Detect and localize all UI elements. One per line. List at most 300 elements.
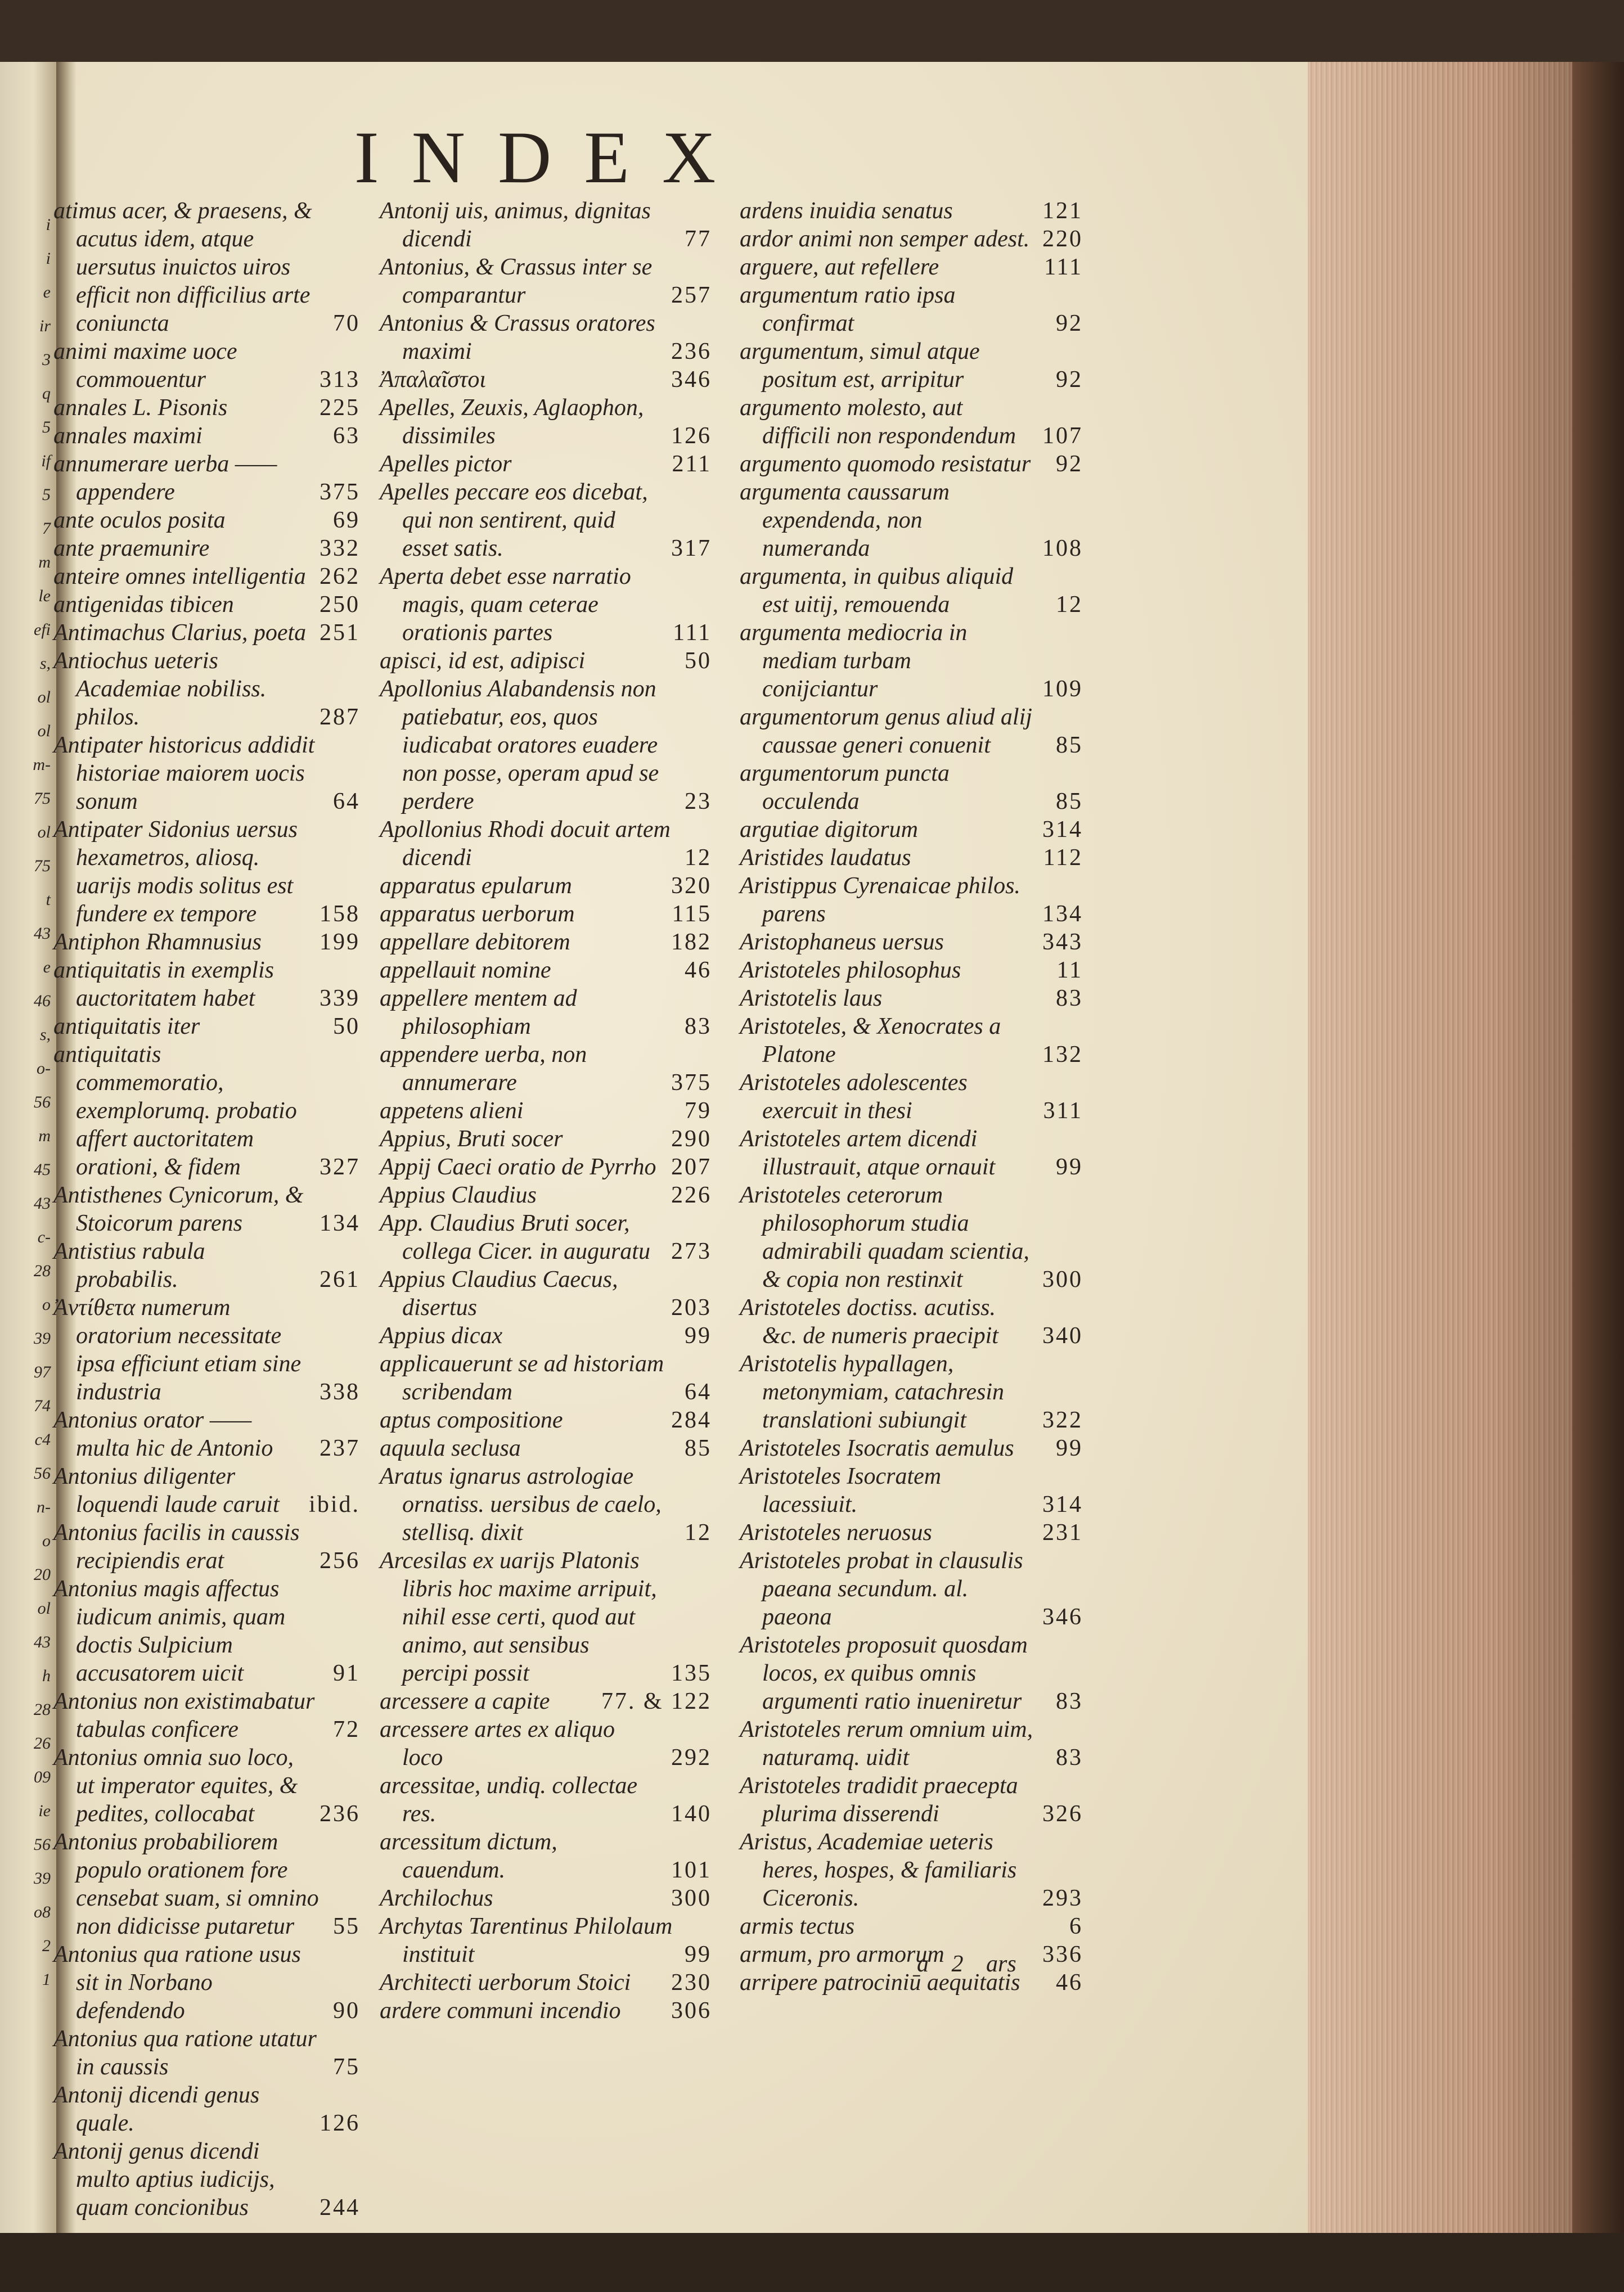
left-page-fragment: 56 <box>34 1464 51 1483</box>
index-entry-term: Antonius probabiliorem populo orationem fore censebat suam, si omnino non didicisse putaretur <box>53 1829 319 1939</box>
index-entry-term: Aristoteles probat in clausulis paeana secundum. al. paeona <box>740 1548 1023 1630</box>
left-page-fragment: ir <box>39 317 51 335</box>
index-entry-page: 300 <box>671 1885 712 1911</box>
index-entry-page: 140 <box>671 1801 712 1827</box>
index-entry-term: Antonij genus dicendi multo aptius iudicijs, quam concionibus <box>53 2138 275 2221</box>
index-entry-term: Antonius non existimabatur tabulas conficere <box>53 1688 315 1742</box>
index-entry-page: 339 <box>320 985 360 1011</box>
index-entry-term: Aratus ignarus astrologiae ornatiss. uersibus de caelo, stellisq. dixit <box>380 1464 662 1546</box>
index-entry <box>380 1209 712 1266</box>
index-entry-term: Antonij dicendi genus quale. <box>53 2082 260 2136</box>
index-entry <box>740 225 1083 253</box>
index-entry-term: apparatus uerborum <box>380 901 575 927</box>
index-entry <box>740 394 1083 450</box>
index-entry-page: 121 <box>1042 198 1083 224</box>
index-entry <box>53 562 360 591</box>
index-entry-page: ibid. <box>309 1492 360 1518</box>
index-entry-term: apparatus epularum <box>380 873 572 899</box>
left-page-fragment: 43 <box>34 924 51 943</box>
index-entry-page: 135 <box>671 1660 712 1686</box>
index-entry-page: 327 <box>320 1154 360 1180</box>
index-entry-term: Antonius diligenter loquendi laude caruit <box>53 1464 280 1518</box>
index-entry-term: Aristoteles artem dicendi illustrauit, atque ornauit <box>740 1126 996 1180</box>
index-entry <box>740 562 1083 619</box>
index-entry-page: 50 <box>685 648 712 674</box>
index-entry <box>380 394 712 450</box>
index-entry-term: atimus acer, & praesens, & acutus idem, atque uersutus inuictos uiros efficit non difficilius arte coniuncta <box>53 198 312 336</box>
index-entry-term: aquula seclusa <box>380 1435 521 1461</box>
index-entry-page: 313 <box>320 367 360 393</box>
index-entry-term: Aristoteles proposuit quosdam locos, ex quibus omnis argumenti ratio inueniretur <box>740 1632 1028 1714</box>
index-entry-page: 83 <box>1056 1688 1083 1714</box>
index-entry-page: 79 <box>685 1098 712 1124</box>
index-entry <box>740 872 1083 928</box>
left-page-fragment: q <box>42 384 51 403</box>
index-entry <box>380 1181 712 1209</box>
index-entry <box>740 703 1083 759</box>
index-entry <box>53 2025 360 2081</box>
index-entry <box>380 562 712 647</box>
index-entry-page: 108 <box>1042 535 1083 561</box>
index-entry <box>380 647 712 675</box>
left-page-fragment: 75 <box>34 857 51 875</box>
index-entry-term: appellauit nomine <box>380 957 551 983</box>
index-entry-page: 182 <box>671 929 712 955</box>
index-entry <box>53 422 360 450</box>
index-entry <box>53 647 360 731</box>
index-entry-term: Apollonius Alabandensis non patiebatur, eos, quos iudicabat oratores euadere non posse, operam apud se perdere <box>380 676 659 814</box>
index-entry-term: Antistius rabula probabilis. <box>53 1239 205 1293</box>
index-entry-page: 336 <box>1042 1942 1083 1967</box>
index-entry-term: Ἀντίθετα numerum oratorium necessitate ipsa efficiunt etiam sine industria <box>53 1295 302 1405</box>
index-entry-page: 220 <box>1042 226 1083 252</box>
index-entry-page: 346 <box>671 367 712 393</box>
left-page-fragment: m <box>38 1127 51 1145</box>
index-entry-term: appellare debitorem <box>380 929 570 955</box>
index-entry-page: 292 <box>671 1745 712 1771</box>
index-entry-term: Architecti uerborum Stoici <box>380 1970 631 1996</box>
index-entry-term: Aristoteles Isocratem lacessiuit. <box>740 1464 942 1518</box>
index-entry-page: 83 <box>1056 1745 1083 1771</box>
left-page-fragment: 43 <box>34 1194 51 1213</box>
left-page-fragment: 3 <box>42 350 51 369</box>
index-entry <box>740 1828 1083 1912</box>
index-entry <box>53 591 360 619</box>
index-entry-term: Antimachus Clarius, poeta <box>53 620 307 646</box>
index-entry-page: 256 <box>320 1548 360 1574</box>
index-entry-term: Aperta debet esse narratio magis, quam ceterae orationis partes <box>380 564 631 646</box>
index-entry-page: 99 <box>685 1942 712 1967</box>
index-entry-page: 69 <box>333 507 360 533</box>
index-entry <box>380 1462 712 1547</box>
left-page-fragment: e <box>43 283 51 301</box>
index-entry-term: antiquitatis commemoratio, exemplorumq. probatio affert auctoritatem orationi, & fidem <box>53 1042 297 1180</box>
index-entry <box>740 450 1083 478</box>
index-entry <box>53 1462 360 1519</box>
index-entry-term: Aristoteles adolescentes exercuit in thesi <box>740 1070 968 1124</box>
left-page-edge <box>0 62 56 2255</box>
index-entry-page: 12 <box>685 845 712 871</box>
index-entry-term: Arcesilas ex uarijs Platonis libris hoc maxime arripuit, nihil esse certi, quod aut animo, aut sensibus percipi possit <box>380 1548 657 1686</box>
index-entry-term: Aristoteles neruosus <box>740 1520 932 1546</box>
index-entry <box>53 1294 360 1406</box>
index-entry-page: 251 <box>320 620 360 646</box>
index-entry-term: Aristoteles tradidit praecepta plurima disserendi <box>740 1773 1018 1827</box>
index-entry-page: 230 <box>671 1970 712 1996</box>
left-page-fragment: c4 <box>34 1430 51 1449</box>
index-entry <box>740 844 1083 872</box>
index-entry <box>53 1181 360 1237</box>
index-entry-page: 126 <box>320 2110 360 2136</box>
left-page-fragment: e <box>43 958 51 976</box>
index-entry-page: 257 <box>671 282 712 308</box>
index-entry-page: 72 <box>333 1717 360 1742</box>
index-entry-term: argumentorum puncta occulenda <box>740 760 950 814</box>
index-entry-term: Aristippus Cyrenaicae philos. parens <box>740 873 1020 927</box>
index-entry-page: 300 <box>1042 1267 1083 1293</box>
index-entry-page: 273 <box>671 1239 712 1264</box>
index-entry-term: Antisthenes Cynicorum, & Stoicorum parens <box>53 1182 304 1236</box>
index-entry <box>53 2137 360 2222</box>
index-entry-term: argumentorum genus aliud alij caussae generi conuenit <box>740 704 1032 758</box>
index-entry <box>740 253 1083 281</box>
left-page-fragment: 26 <box>34 1734 51 1753</box>
index-entry-term: Antiphon Rhamnusius <box>53 929 262 955</box>
index-entry <box>53 1687 360 1744</box>
index-entry-page: 314 <box>1042 817 1083 843</box>
index-entry <box>740 984 1083 1012</box>
left-page-fragment: 45 <box>34 1160 51 1179</box>
index-entry-page: 322 <box>1042 1407 1083 1433</box>
index-entry <box>380 675 712 816</box>
index-entry <box>53 450 360 506</box>
index-entry-page: 109 <box>1042 676 1083 702</box>
index-entry-term: antiquitatis in exemplis auctoritatem habet <box>53 957 274 1011</box>
index-entry-page: 6 <box>1069 1913 1083 1939</box>
index-entry-page: 64 <box>685 1379 712 1405</box>
index-entry <box>380 197 712 253</box>
index-entry <box>740 1547 1083 1631</box>
index-entry-page: 132 <box>1042 1042 1083 1068</box>
index-entry-page: 203 <box>671 1295 712 1321</box>
index-entry-term: Appius dicax <box>380 1323 503 1349</box>
index-entry-term: Aristoteles philosophus <box>740 957 961 983</box>
index-entry-term: Aristoteles rerum omnium uim, naturamq. uidit <box>740 1717 1033 1771</box>
index-entry <box>380 253 712 309</box>
index-entry <box>53 928 360 956</box>
index-entry-term: antigenidas tibicen <box>53 592 234 618</box>
index-entry-term: Antiochus ueteris Academiae nobiliss. philos. <box>53 648 267 730</box>
left-page-fragment: 1 <box>42 1970 51 1989</box>
index-entry-term: Ἀπαλαῖστοι <box>380 367 487 393</box>
left-page-fragment: o <box>42 1532 51 1550</box>
index-entry-term: Aristotelis hypallagen, metonymiam, catachresin translationi subiungit <box>740 1351 1005 1433</box>
index-entry <box>53 619 360 647</box>
index-entry <box>740 928 1083 956</box>
index-entry <box>380 1969 712 1997</box>
index-entry <box>53 394 360 422</box>
index-entry-term: Antonius omnia suo loco, ut imperator equites, & pedites, collocabat <box>53 1745 298 1827</box>
index-entry-term: Aristus, Academiae ueteris heres, hospes, & familiaris Ciceronis. <box>740 1829 1017 1911</box>
left-page-fragment: h <box>42 1667 51 1685</box>
index-entry-page: 75 <box>333 2054 360 2080</box>
index-entry-term: argumentum ratio ipsa confirmat <box>740 282 956 336</box>
index-entry <box>740 478 1083 562</box>
index-entry-term: annales maximi <box>53 423 203 449</box>
index-entry-term: Appius Claudius Caecus, disertus <box>380 1267 618 1321</box>
index-entry <box>740 619 1083 703</box>
index-entry-page: 250 <box>320 592 360 618</box>
index-entry-page: 92 <box>1056 310 1083 336</box>
index-entry <box>380 1153 712 1181</box>
index-entry <box>53 1041 360 1181</box>
index-entry-term: Aristides laudatus <box>740 845 911 871</box>
index-entry-term: annales L. Pisonis <box>53 395 228 421</box>
index-entry-term: Aristotelis laus <box>740 985 883 1011</box>
index-entry-term: Apollonius Rhodi docuit artem dicendi <box>380 817 671 871</box>
index-entry-page: 23 <box>685 789 712 814</box>
left-page-fragment: ol <box>37 1599 51 1618</box>
index-entry-page: 293 <box>1042 1885 1083 1911</box>
index-entry-page: 83 <box>1056 985 1083 1011</box>
index-entry <box>380 1828 712 1884</box>
left-page-fragment: 39 <box>34 1869 51 1888</box>
index-entry-term: Appius Claudius <box>380 1182 537 1208</box>
left-page-fragment: 5 <box>42 485 51 504</box>
index-entry <box>380 366 712 394</box>
index-entry-page: 111 <box>673 620 712 646</box>
left-page-fragment: 75 <box>34 789 51 808</box>
index-entry-page: 343 <box>1042 929 1083 955</box>
index-entry-term: animi maxime uoce commouentur <box>53 339 237 393</box>
index-entry <box>740 1012 1083 1069</box>
index-entry-term: Antonius qua ratione utatur in caussis <box>53 2026 317 2080</box>
index-entry-term: Aristoteles ceterorum philosophorum studia admirabili quadam scientia, & copia non restinxit <box>740 1182 1029 1293</box>
index-entry-term: arcessere a capite <box>380 1688 550 1714</box>
index-entry-page: 287 <box>320 704 360 730</box>
index-entry-page: 63 <box>333 423 360 449</box>
index-entry-term: Appius, Bruti socer <box>380 1126 563 1152</box>
index-entry-page: 320 <box>671 873 712 899</box>
index-entry <box>380 1912 712 1969</box>
left-page-fragment: m- <box>33 755 51 774</box>
index-entry <box>53 2081 360 2137</box>
index-entry-page: 284 <box>671 1407 712 1433</box>
left-page-fragment: 97 <box>34 1363 51 1381</box>
left-page-fragment: o8 <box>34 1903 51 1921</box>
index-entry-page: 225 <box>320 395 360 421</box>
left-page-fragment: m <box>38 553 51 571</box>
index-entry-page: 112 <box>1043 845 1083 871</box>
index-entry <box>740 956 1083 984</box>
index-entry <box>53 534 360 562</box>
left-page-fragment: c- <box>37 1228 51 1246</box>
index-entry-term: ante praemunire <box>53 535 210 561</box>
index-entry <box>740 1715 1083 1772</box>
left-page-fragment: ol <box>37 688 51 706</box>
index-entry <box>53 1940 360 2025</box>
index-entry-term: Apelles peccare eos dicebat, qui non sentirent, quid esset satis. <box>380 479 648 561</box>
index-entry <box>740 759 1083 816</box>
index-entry-term: Apelles, Zeuxis, Aglaophon, dissimiles <box>380 395 644 449</box>
index-column-1 <box>53 197 360 2222</box>
left-page-fragment: 5 <box>42 418 51 436</box>
index-entry <box>740 1069 1083 1125</box>
index-entry-page: 92 <box>1056 367 1083 393</box>
index-entry <box>53 1744 360 1828</box>
index-entry-page: 70 <box>333 310 360 336</box>
index-entry <box>380 1434 712 1462</box>
index-entry-page: 332 <box>320 535 360 561</box>
index-entry <box>740 1519 1083 1547</box>
index-entry-page: 11 <box>1056 957 1083 983</box>
index-entry <box>740 816 1083 844</box>
left-page-fragment: i <box>46 249 51 268</box>
index-entry <box>380 1772 712 1828</box>
index-entry-term: argumentum, simul atque positum est, arripitur <box>740 339 980 393</box>
index-entry-term: appendere uerba, non annumerare <box>380 1042 587 1096</box>
index-entry-term: ante oculos posita <box>53 507 226 533</box>
index-entry <box>740 1772 1083 1828</box>
index-entry-page: 231 <box>1042 1520 1083 1546</box>
index-entry-term: argumenta, in quibus aliquid est uitij, remouenda <box>740 564 1014 618</box>
index-entry <box>380 928 712 956</box>
index-entry <box>740 281 1083 337</box>
index-entry-page: 99 <box>685 1323 712 1349</box>
index-entry-page: 338 <box>320 1379 360 1405</box>
index-entry <box>740 1912 1083 1940</box>
index-entry-term: argumento molesto, aut difficili non respondendum <box>740 395 1016 449</box>
index-entry-term: Antipater historicus addidit historiae maiorem uocis sonum <box>53 732 315 814</box>
index-entry <box>53 816 360 928</box>
index-entry <box>380 478 712 562</box>
index-entry-term: Archytas Tarentinus Philolaum instituit <box>380 1913 673 1967</box>
index-entry-term: argumenta mediocria in mediam turbam conijciantur <box>740 620 968 702</box>
left-page-fragment: o- <box>37 1059 51 1078</box>
left-page-fragment: 2 <box>42 1937 51 1955</box>
index-entry-page: 92 <box>1056 451 1083 477</box>
index-entry-page: 91 <box>333 1660 360 1686</box>
index-entry-page: 317 <box>671 535 712 561</box>
left-page-fragment: ol <box>37 823 51 841</box>
index-entry <box>380 1715 712 1772</box>
index-entry-page: 134 <box>320 1210 360 1236</box>
index-entry <box>53 1575 360 1687</box>
index-entry <box>380 956 712 984</box>
left-page-fragment: 56 <box>34 1835 51 1854</box>
index-entry-page: 261 <box>320 1267 360 1293</box>
left-page-fragment: 28 <box>34 1700 51 1719</box>
left-page-fragment: ie <box>38 1802 51 1820</box>
index-entry-page: 306 <box>671 1998 712 2024</box>
index-entry-term: arguere, aut refellere <box>740 254 939 280</box>
index-entry-page: 12 <box>1056 592 1083 618</box>
index-entry-term: aptus compositione <box>380 1407 563 1433</box>
index-entry-term: antiquitatis iter <box>53 1014 200 1039</box>
index-entry-term: Aristoteles doctiss. acutiss. &c. de numeris praecipit <box>740 1295 998 1349</box>
index-entry-page: 158 <box>320 901 360 927</box>
left-page-fragment: t <box>46 890 51 909</box>
index-entry <box>380 1997 712 2025</box>
index-entry-page: 199 <box>320 929 360 955</box>
left-page-fragment: 46 <box>34 992 51 1010</box>
index-entry <box>380 450 712 478</box>
left-page-fragment: ol <box>37 722 51 740</box>
index-entry <box>740 197 1083 225</box>
index-entry-term: Antonius orator —— multa hic de Antonio <box>53 1407 273 1461</box>
index-entry-page: 46 <box>1056 1970 1083 1996</box>
index-entry-term: annumerare uerba —— appendere <box>53 451 277 505</box>
index-entry <box>53 1012 360 1041</box>
index-entry <box>380 1125 712 1153</box>
index-entry-page: 46 <box>685 957 712 983</box>
index-entry-term: arcessitum dictum, cauendum. <box>380 1829 557 1883</box>
index-entry-term: Antonius, & Crassus inter se comparantur <box>380 254 653 308</box>
index-entry <box>380 984 712 1041</box>
index-entry-page: 64 <box>333 789 360 814</box>
index-entry-term: appetens alieni <box>380 1098 524 1124</box>
background <box>0 2233 1624 2292</box>
index-entry-term: armum, pro armorum <box>740 1942 944 1967</box>
page-fore-edge <box>1308 62 1572 2233</box>
left-page-fragment: n- <box>37 1498 51 1516</box>
index-entry <box>53 731 360 816</box>
index-entry-page: 90 <box>333 1998 360 2024</box>
left-page-fragment: 56 <box>34 1093 51 1111</box>
index-entry <box>740 1462 1083 1519</box>
index-entry <box>740 1181 1083 1294</box>
left-page-fragment: 43 <box>34 1633 51 1651</box>
index-entry-page: 134 <box>1042 901 1083 927</box>
index-entry-page: 314 <box>1042 1492 1083 1518</box>
index-entry <box>740 1125 1083 1181</box>
left-page-fragment: 20 <box>34 1565 51 1584</box>
index-entry <box>380 1266 712 1322</box>
index-entry-term: Antonij uis, animus, dignitas dicendi <box>380 198 651 252</box>
left-page-fragment: o <box>42 1295 51 1314</box>
index-entry-page: 12 <box>685 1520 712 1546</box>
index-entry-page: 375 <box>320 479 360 505</box>
index-entry-term: App. Claudius Bruti socer, collega Cicer. in auguratu <box>380 1210 650 1264</box>
left-page-fragment: le <box>38 587 51 605</box>
index-entry <box>380 1884 712 1912</box>
index-entry <box>380 309 712 366</box>
index-entry-page: 101 <box>671 1857 712 1883</box>
index-entry-page: 311 <box>1043 1098 1083 1124</box>
index-entry-term: appellere mentem ad philosophiam <box>380 985 577 1039</box>
left-page-fragment: i <box>46 215 51 234</box>
left-page-fragment: 09 <box>34 1768 51 1786</box>
index-entry-page: 236 <box>671 339 712 364</box>
index-entry-term: argutiae digitorum <box>740 817 918 843</box>
left-page-fragment: s, <box>39 1025 51 1044</box>
index-entry-page: 244 <box>320 2195 360 2221</box>
index-entry-page: 99 <box>1056 1154 1083 1180</box>
index-entry <box>53 506 360 534</box>
index-entry-page: 211 <box>672 451 712 477</box>
index-entry-page: 237 <box>320 1435 360 1461</box>
index-entry <box>53 337 360 394</box>
left-page-fragments <box>0 208 56 1997</box>
index-entry-term: applicauerunt se ad historiam scribendam <box>380 1351 664 1405</box>
left-page-fragment: 28 <box>34 1262 51 1280</box>
index-entry-term: Archilochus <box>380 1885 493 1911</box>
index-entry <box>740 1631 1083 1715</box>
index-entry <box>380 1097 712 1125</box>
index-entry-term: ardor animi non semper adest. <box>740 226 1030 252</box>
index-entry <box>53 1406 360 1462</box>
index-entry-page: 290 <box>671 1126 712 1152</box>
